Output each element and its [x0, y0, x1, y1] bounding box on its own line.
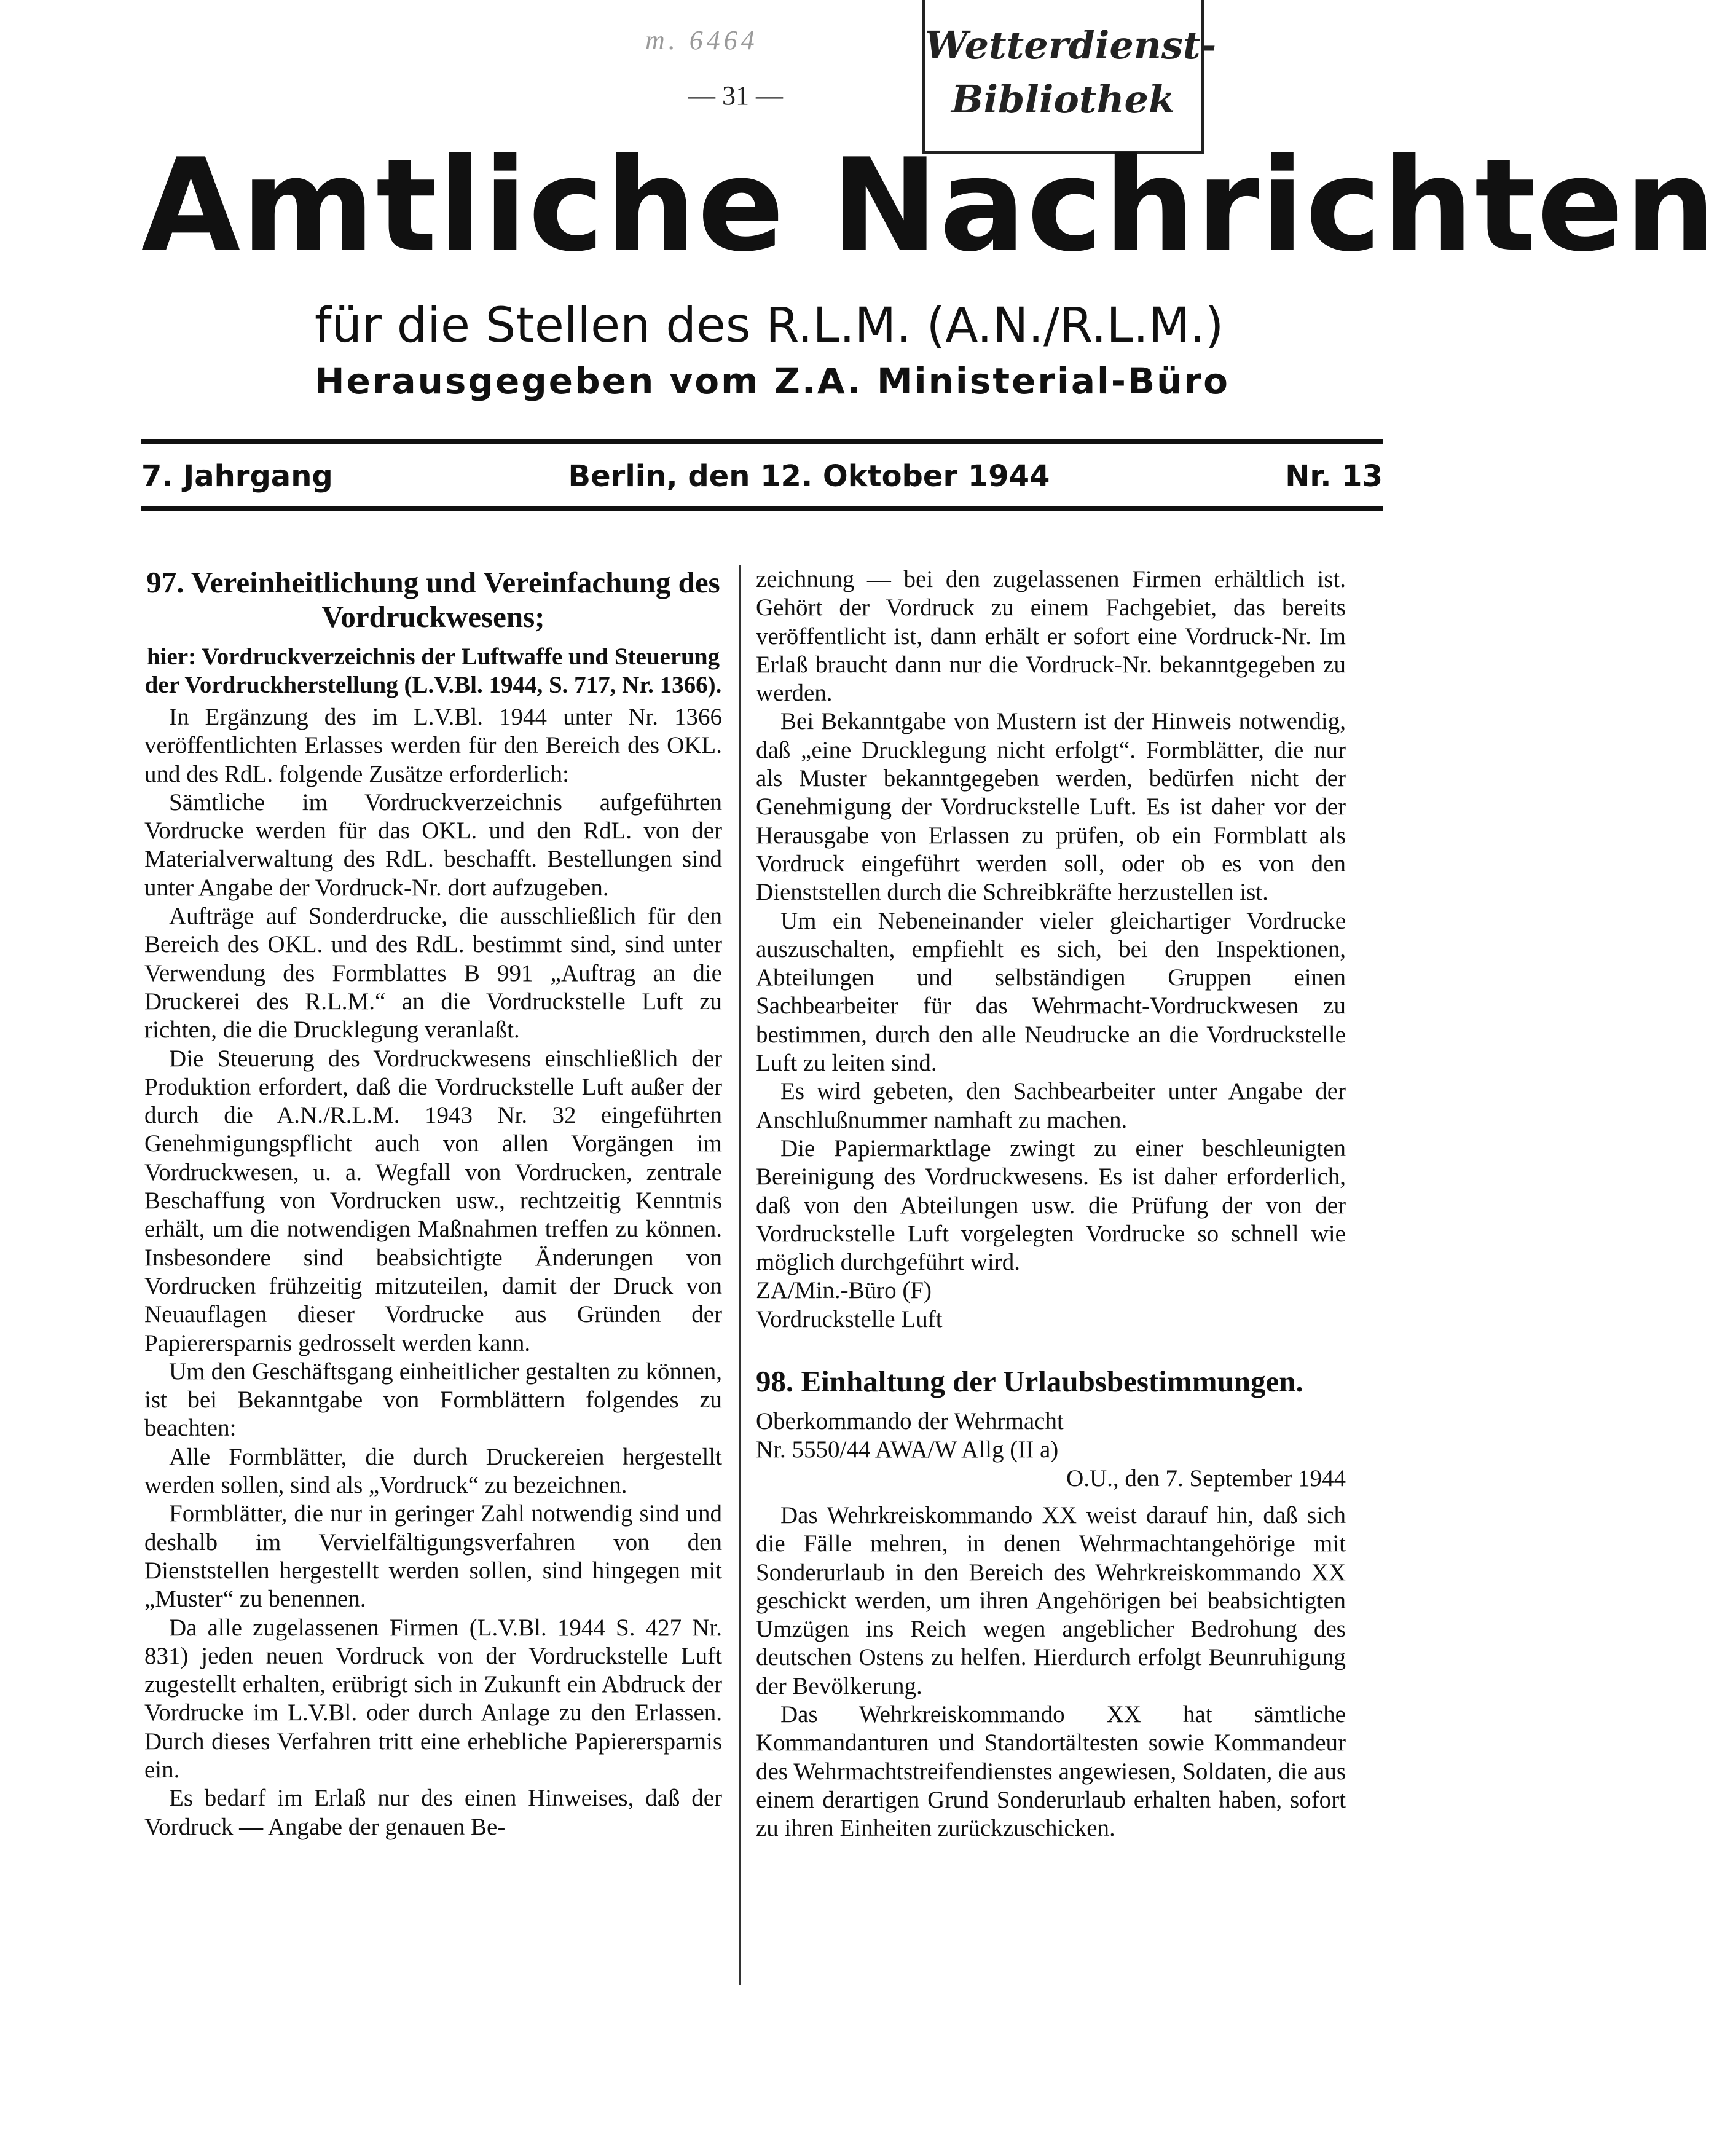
section-97-title: 97. Vereinheitlichung und Vereinfachung des Vordruckwesens;: [146, 565, 720, 634]
section-98-authority: Oberkommando der Wehrmacht: [756, 1408, 1064, 1435]
paragraph: Das Wehrkreiskommando XX hat sämtliche Kommandanturen und Standortältesten sowie Kommandeur des Wehrmachtstreifendienstes angewiesen, Soldaten, die aus einem derartigen Grund Sonderurlaub erhalten haben, sofort zu ihren Einheiten zurückzuschicken.: [756, 1701, 1346, 1842]
right-column: [756, 565, 1346, 1843]
paragraph: Es wird gebeten, den Sachbearbeiter unter Angabe der Anschlußnummer namhaft zu machen.: [756, 1078, 1346, 1133]
masthead-subtitle: für die Stellen des R.L.M. (A.N./R.L.M.): [315, 298, 1224, 353]
masthead-title: Amtliche Nachrichten: [141, 132, 1717, 280]
paragraph: Aufträge auf Sonderdrucke, die ausschließlich für den Bereich des OKL. und des RdL. bestimmt sind, sind unter Verwendung des Formblattes B 991 „Auftrag an die Druckerei des R.L.M.“ an die Vordruckstelle Luft zu richten, die die Drucklegung veranlaßt.: [144, 903, 722, 1044]
section-98-reference: Nr. 5550/44 AWA/W Allg (II a): [756, 1436, 1059, 1463]
issue-number-label: Nr. 13: [1285, 459, 1383, 494]
library-stamp: [922, 0, 1217, 154]
place-date-label: Berlin, den 12. Oktober 1944: [568, 459, 1050, 494]
handwritten-mark: m. 6464: [645, 25, 758, 55]
header-rule-top: [141, 439, 1383, 444]
signature-office: ZA/Min.-Büro (F): [756, 1277, 932, 1304]
issue-info-bar: [141, 452, 1383, 501]
paragraph: zeichnung — bei den zugelassenen Firmen erhältlich ist. Gehört der Vordruck zu einem Fachgebiet, das bereits veröffentlicht ist, dann erhält er sofort eine Vordruck-Nr. Im Erlaß braucht dann nur die Vordruck-Nr. bekanntgegeben zu werden.: [756, 566, 1346, 707]
paragraph: Das Wehrkreiskommando XX weist darauf hin, daß sich die Fälle mehren, in denen Wehrmachtangehörige mit Sonderurlaub in den Bereich des Wehrkreiskommando XX geschickt werden, um ihren Angehörigen bei beabsichtigten Umzügen ins Reich wegen angeblicher Bedrohung des deutschen Ostens zu helfen. Hierdurch erfolgt Beunruhigung der Bevölkerung.: [756, 1501, 1346, 1699]
paragraph: Alle Formblätter, die durch Druckereien hergestellt werden sollen, sind als „Vordruck“ zu bezeichnen.: [144, 1443, 722, 1499]
volume-label: 7. Jahrgang: [141, 459, 333, 494]
page-number: — 31 —: [688, 81, 783, 111]
paragraph: Sämtliche im Vordruckverzeichnis aufgeführten Vordrucke werden für das OKL. und den RdL. von der Materialverwaltung des RdL. beschafft. Bestellungen sind unter Angabe der Vordruck-Nr. dort aufzugeben.: [144, 789, 722, 901]
section-98-place-date: O.U., den 7. September 1944: [1066, 1465, 1346, 1492]
stamp-line-2: Bibliothek: [951, 77, 1175, 122]
paragraph: Formblätter, die nur in geringer Zahl notwendig sind und deshalb im Vervielfältigungsverfahren von den Dienststellen hergestellt werden sollen, sind hingegen mit „Muster“ zu benennen.: [144, 1500, 722, 1613]
header-rule-bottom: [141, 506, 1383, 511]
paragraph: Da alle zugelassenen Firmen (L.V.Bl. 1944 S. 427 Nr. 831) jeden neuen Vordruck von der Vordruckstelle Luft zugestellt erhalten, erübrigt sich in Zukunft ein Abdruck der Vordrucke im L.V.Bl. oder durch Anlage zu den Erlassen. Durch dieses Verfahren tritt eine erhebliche Papierersparnis ein.: [144, 1614, 722, 1783]
paragraph: Die Steuerung des Vordruckwesens einschließlich der Produktion erfordert, daß die Vordruckstelle Luft außer der durch die A.N./R.L.M. 1943 Nr. 32 eingeführten Genehmigungspflicht auch von allen Vorgängen im Vordruckwesen, u. a. Wegfall von Vordrucken, zentrale Beschaffung von Vordrucken usw., rechtzeitig Kenntnis erhält, um die notwendigen Maßnahmen treffen zu können. Insbesondere sind beabsichtigte Änderungen von Vordrucken frühzeitig mitzuteilen, damit der Druck von Neuauflagen dieser Vordrucke aus Gründen der Papierersparnis gedrosselt werden kann.: [144, 1045, 722, 1356]
section-97-subtitle: hier: Vordruckverzeichnis der Luftwaffe und Steuerung der Vordruckherstellung (L.V.Bl. 1944, S. 717, Nr. 1366).: [144, 643, 722, 698]
stamp-line-1: Wetterdienst-: [925, 23, 1217, 68]
section-98-title: 98. Einhaltung der Urlaubsbestimmungen.: [756, 1364, 1303, 1399]
masthead-publisher: Herausgegeben vom Z.A. Ministerial-Büro: [315, 360, 1230, 402]
paragraph: Um den Geschäftsgang einheitlicher gestalten zu können, ist bei Bekanntgabe von Formblättern folgendes zu beachten:: [144, 1358, 722, 1442]
left-column: [144, 565, 722, 1841]
paragraph: In Ergänzung des im L.V.Bl. 1944 unter Nr. 1366 veröffentlichten Erlasses werden für den Bereich des OKL. und des RdL. folgende Zusätze erforderlich:: [144, 704, 722, 787]
paragraph: Die Papiermarktlage zwingt zu einer beschleunigten Bereinigung des Vordruckwesens. Es ist daher erforderlich, daß von den Abteilungen usw. die Prüfung der von der Vordruckstelle Luft vorgelegten Vordrucke so schnell wie möglich durchgeführt wird.: [756, 1135, 1346, 1276]
column-divider: [739, 565, 741, 1985]
paragraph: Um ein Nebeneinander vieler gleichartiger Vordrucke auszuschalten, empfiehlt es sich, bei den Inspektionen, Abteilungen und selbständigen Gruppen einen Sachbearbeiter für das Wehrmacht-Vordruckwesen zu bestimmen, durch den alle Neudrucke an die Vordruckstelle Luft zu leiten sind.: [756, 907, 1346, 1077]
paragraph: Bei Bekanntgabe von Mustern ist der Hinweis notwendig, daß „eine Drucklegung nicht erfolgt“. Formblätter, die nur als Muster bekanntgegeben werden, bedürfen nicht der Genehmigung der Vordruckstelle Luft. Es ist daher vor der Herausgabe von Erlassen zu prüfen, ob ein Formblatt als Vordruck eingeführt werden soll, oder ob es von den Dienststellen durch die Schreibkräfte herzustellen ist.: [756, 708, 1346, 906]
signature-department: Vordruckstelle Luft: [756, 1305, 943, 1332]
paragraph: Es bedarf im Erlaß nur des einen Hinweises, daß der Vordruck — Angabe der genauen Be-: [144, 1785, 722, 1840]
